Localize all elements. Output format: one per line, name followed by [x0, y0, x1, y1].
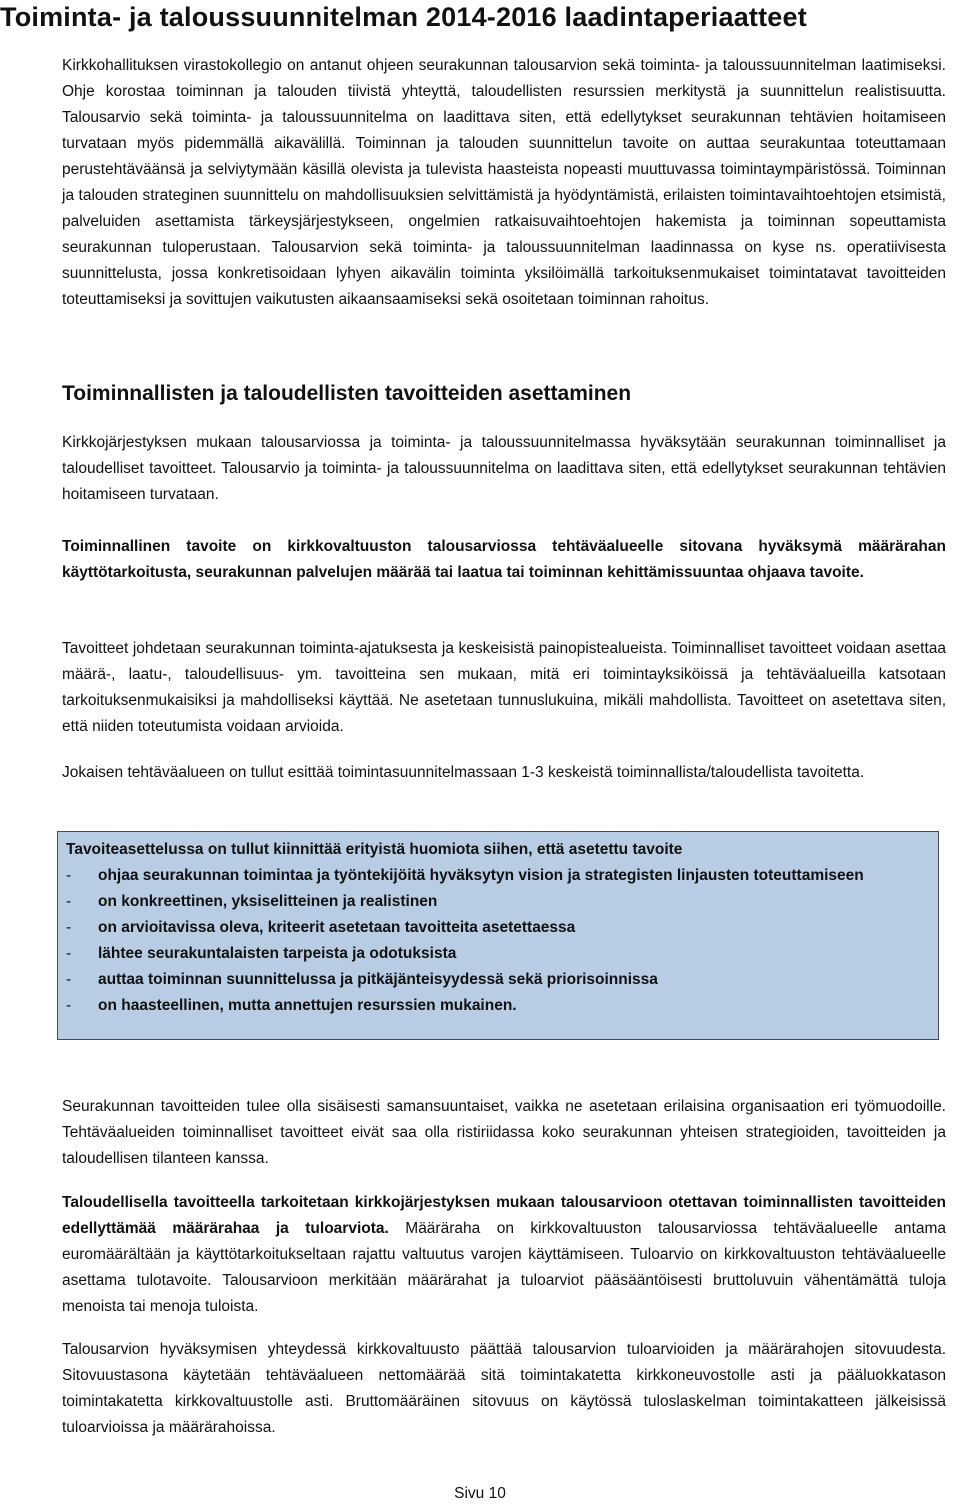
- paragraph-4: Tavoitteet johdetaan seurakunnan toiminta-ajatuksesta ja keskeisistä painopistealueista. Toiminnalliset tavoitteet voidaan asettaa määrä-, laatu-, taloudellisuus- ym. tavoitteina sen mukaan, mitä eri toimintayksiköissä ja tehtäväalueilla katsotaan tarkoituksenmukaisiksi ja mahdolliseksi käyttää. Ne asetetaan tunnuslukuina, mikäli mahdollista. Tavoitteet on asetettava siten, että niiden toteutumista voidaan arvioida.: [62, 640, 946, 735]
- intro-section: [62, 53, 946, 313]
- section-heading: Toiminnallisten ja taloudellisten tavoitteiden asettaminen: [62, 382, 632, 405]
- dash-bullet: -: [66, 997, 72, 1014]
- paragraph-7: [62, 1190, 946, 1320]
- box-item-text: ohjaa seurakunnan toimintaa ja työntekijöitä hyväksytyn vision ja strategisten linjausten toteuttamiseen: [98, 867, 864, 884]
- paragraph-8: Talousarvion hyväksymisen yhteydessä kirkkovaltuusto päättää talousarvion tuloarvioiden ja määrärahojen sitovuudesta. Sitovuustasona käytetään tehtäväalueen nettomäärää sitä toimintakatetta kirkkoneuvostolle asti ja pääluokkatason toimintakatetta kirkkovaltuustolle asti. Bruttomääräinen sitovuus on käytössä tuloslaskelman toimintakatteen jälkeisissä tuloarvioissa ja määrärahoissa.: [62, 1341, 946, 1436]
- dash-bullet: -: [66, 867, 72, 884]
- paragraph-7-rest: Määräraha on kirkkovaltuuston talousarviossa tehtäväalueelle antama euromäärältään ja käyttötarkoitukseltaan rajattu valtuutus varojen käyttämiseen. Tuloarvio on kirkkovaltuuston tehtäväalueelle asettama tulotavoite. Talousarvioon merkitään määrärahat ja tuloarviot pääsääntöisesti bruttoluvuin vähentämättä tuloja menoista tai menoja tuloista.: [62, 1220, 946, 1315]
- paragraph-4-block: [62, 636, 946, 740]
- paragraph-7-block: [62, 1190, 946, 1320]
- paragraph-8-block: [62, 1337, 946, 1441]
- dash-bullet: -: [66, 893, 72, 910]
- paragraph-5: Jokaisen tehtäväalueen on tullut esittää toimintasuunnitelmassaan 1-3 keskeistä toiminnallista/taloudellista tavoitetta.: [62, 764, 865, 781]
- dash-bullet: -: [66, 945, 72, 962]
- paragraph-3-block: [62, 534, 946, 586]
- paragraph-6: Seurakunnan tavoitteiden tulee olla sisäisesti samansuuntaiset, vaikka ne asetetaan erilaisina organisaation eri työmuodoille. Tehtäväalueiden toiminnalliset tavoitteet eivät saa olla ristiriidassa koko seurakunnan yhteisen strategioiden, tavoitteiden ja taloudellisen tilanteen kanssa.: [62, 1098, 946, 1167]
- dash-bullet: -: [66, 919, 72, 936]
- box-item-text: on konkreettinen, yksiselitteinen ja realistinen: [98, 893, 438, 910]
- box-item-text: on arvioitavissa oleva, kriteerit asetetaan tavoitteita asetettaessa: [98, 919, 576, 936]
- box-item-text: lähtee seurakuntalaisten tarpeista ja odotuksista: [98, 945, 457, 962]
- paragraph-5-block: [62, 760, 946, 786]
- intro-paragraph: Kirkkohallituksen virastokollegio on antanut ohjeen seurakunnan talousarvion sekä toiminta- ja taloussuunnitelman laatimiseksi. Ohje korostaa toiminnan ja talouden tiivistä yhteyttä, taloudellisten resurssien merkitystä ja suunnittelun realistisuutta. Talousarvio sekä toiminta- ja taloussuunnitelma on laadittava siten, että edellytykset seurakunnan tehtävien hoitamiseen turvataan myös pidemmällä aikavälillä. Toiminnan ja talouden suunnittelun tavoite on auttaa seurakuntaa toteuttamaan perustehtäväänsä ja selviytymään käsillä olevista ja tulevista haasteista nopeasti muuttuvassa toimintaympäristössä. Toiminnan ja talouden strateginen suunnittelu on mahdollisuuksien selvittämistä ja hyödyntämistä, erilaisten toimintavaihtoehtojen etsimistä, palveluiden asettamista tärkeysjärjestykseen, ongelmien ratkaisuvaihtoehtojen hakemista ja toiminnan sopeuttamista seurakunnan tuloperustaan. Talousarvion sekä toiminta- ja taloussuunnitelman laadinnassa on kyse ns. operatiivisesta suunnittelusta, jossa konkretisoidaan lyhyen aikavälin toiminta yksilöimällä tarkoituksenmukaiset toimintatavat tavoitteiden toteuttamiseksi ja sovittujen vaikutusten aikaansaamiseksi sekä osoitetaan toiminnan rahoitus.: [62, 57, 946, 308]
- dash-bullet: -: [66, 971, 72, 988]
- box-item-text: auttaa toiminnan suunnittelussa ja pitkäjänteisyydessä sekä priorisoinnissa: [98, 971, 658, 988]
- paragraph-2-block: [62, 430, 946, 508]
- box-list-item: [66, 915, 928, 941]
- paragraph-3-bold: Toiminnallinen tavoite on kirkkovaltuuston talousarviossa tehtäväalueelle sitovana hyväksymä määrärahan käyttötarkoitusta, seurakunnan palvelujen määrää tai laatua tai toiminnan kehittämissuuntaa ohjaava tavoite.: [62, 538, 946, 581]
- box-list-item: [66, 863, 928, 889]
- highlight-box: [57, 831, 939, 1040]
- box-list-item: [66, 941, 928, 967]
- section-heading-block: [62, 380, 946, 408]
- box-heading: Tavoiteasettelussa on tullut kiinnittää erityistä huomiota siihen, että asetettu tavoite: [66, 841, 683, 858]
- page-number-footer: Sivu 10: [454, 1485, 506, 1502]
- box-list: [66, 863, 928, 1019]
- paragraph-7-bold-lead: Taloudellisella tavoitteella tarkoitetaan kirkkojärjestyksen mukaan talousarvioon otettavan toiminnallisten tavoitteiden edellyttämää määrärahaa ja tuloarviota.: [62, 1194, 946, 1237]
- box-list-item: [66, 993, 928, 1019]
- box-list-item: [66, 889, 928, 915]
- paragraph-2: Kirkkojärjestyksen mukaan talousarviossa ja toiminta- ja taloussuunnitelmassa hyväksytään seurakunnan toiminnalliset ja taloudelliset tavoitteet. Talousarvio ja toiminta- ja taloussuunnitelma on laadittava siten, että edellytykset seurakunnan tehtävien hoitamiseen turvataan.: [62, 434, 946, 503]
- box-list-item: [66, 967, 928, 993]
- paragraph-6-block: [62, 1094, 946, 1172]
- box-item-text: on haasteellinen, mutta annettujen resurssien mukainen.: [98, 997, 517, 1014]
- page-title: Toiminta- ja taloussuunnitelman 2014-2016 laadintaperiaatteet: [0, 2, 807, 32]
